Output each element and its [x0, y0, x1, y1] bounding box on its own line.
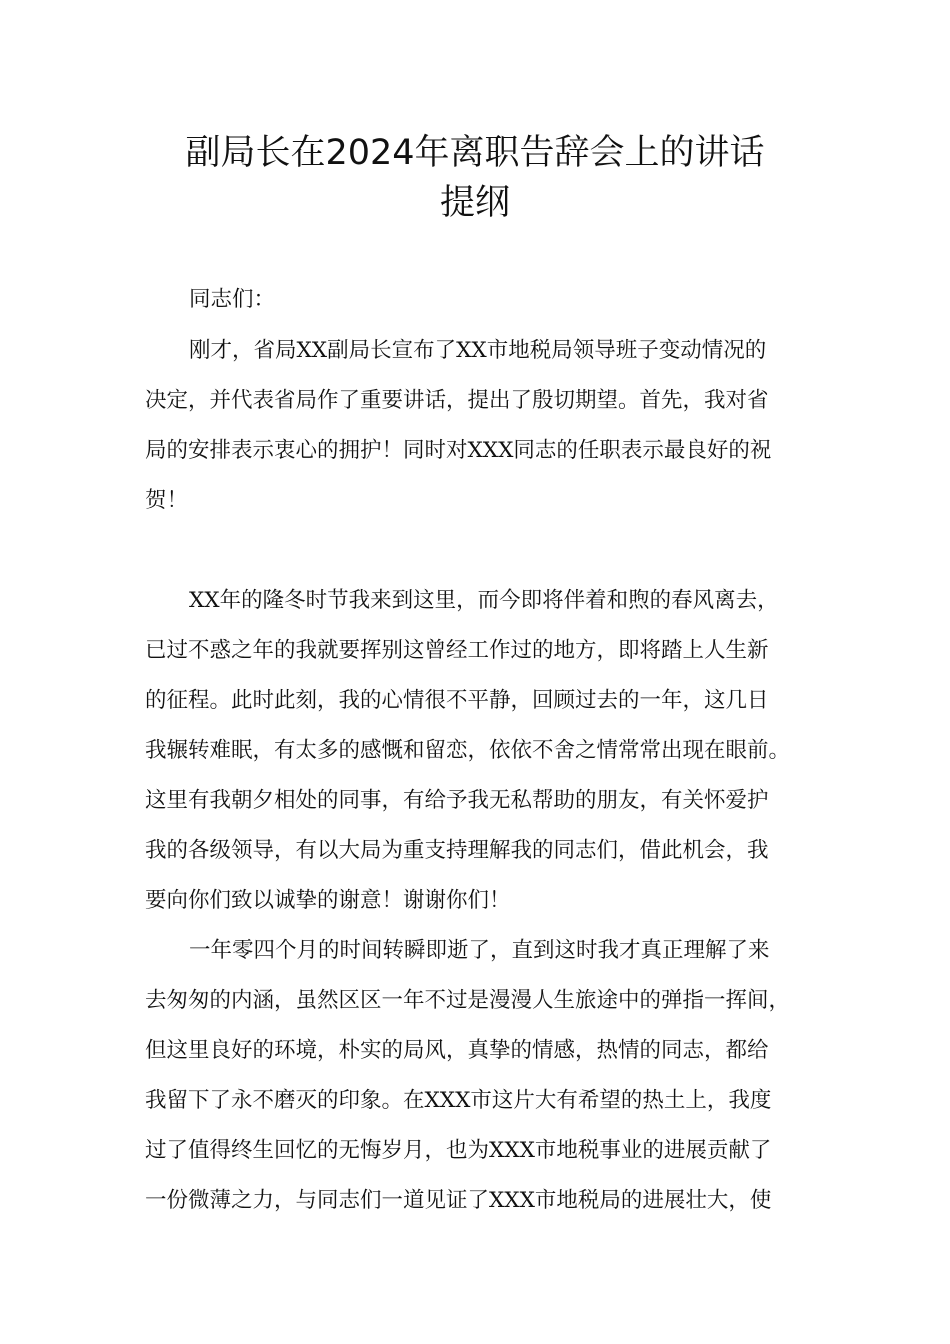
paragraph-3 [145, 926, 805, 1226]
paragraph-2 [145, 576, 805, 926]
paragraph-1 [145, 326, 805, 526]
paragraph-line: 贺！ [145, 488, 189, 513]
paragraph-line: 刚才，省局XX副局长宣布了XX市地税局领导班子变动情况的 [189, 338, 767, 363]
paragraph-line: 要向你们致以诚挚的谢意！谢谢你们！ [145, 888, 511, 913]
paragraph-line: 这里有我朝夕相处的同事，有给予我无私帮助的朋友，有关怀爱护 [145, 788, 769, 813]
paragraph-line: XX年的隆冬时节我来到这里，而今即将伴着和煦的春风离去， [189, 588, 779, 613]
paragraph-line: 已过不惑之年的我就要挥别这曾经工作过的地方，即将踏上人生新 [145, 638, 769, 663]
paragraph-line: 但这里良好的环境，朴实的局风，真挚的情感，热情的同志，都给 [145, 1038, 769, 1063]
paragraph-line: 决定，并代表省局作了重要讲话，提出了殷切期望。首先，我对省 [145, 388, 769, 413]
salutation: 同志们： [189, 287, 276, 312]
paragraph-line: 去匆匆的内涵，虽然区区一年不过是漫漫人生旅途中的弹指一挥间， [145, 988, 791, 1013]
paragraph-line: 的征程。此时此刻，我的心情很不平静，回顾过去的一年，这几日 [145, 688, 769, 713]
paragraph-line: 局的安排表示衷心的拥护！同时对XXX同志的任职表示最良好的祝 [145, 438, 772, 463]
paragraph-line: 我的各级领导，有以大局为重支持理解我的同志们，借此机会，我 [145, 838, 769, 863]
paragraph-line: 一年零四个月的时间转瞬即逝了，直到这时我才真正理解了来 [189, 938, 770, 963]
paragraph-line: 过了值得终生回忆的无悔岁月，也为XXX市地税事业的进展贡献了 [145, 1138, 772, 1163]
title-line-1: 副局长在2024年离职告辞会上的讲话 [185, 133, 765, 173]
salutation-block [145, 275, 805, 325]
title-line-2: 提纲 [439, 183, 510, 223]
paragraph-line: 我留下了永不磨灭的印象。在XXX市这片大有希望的热土上，我度 [145, 1088, 772, 1113]
paragraph-line: 一份微薄之力，与同志们一道见证了XXX市地税局的进展壮大，使 [145, 1188, 772, 1213]
document-title [120, 128, 830, 228]
paragraph-line: 我辗转难眠，有太多的感慨和留恋，依依不舍之情常常出现在眼前。 [145, 738, 791, 763]
